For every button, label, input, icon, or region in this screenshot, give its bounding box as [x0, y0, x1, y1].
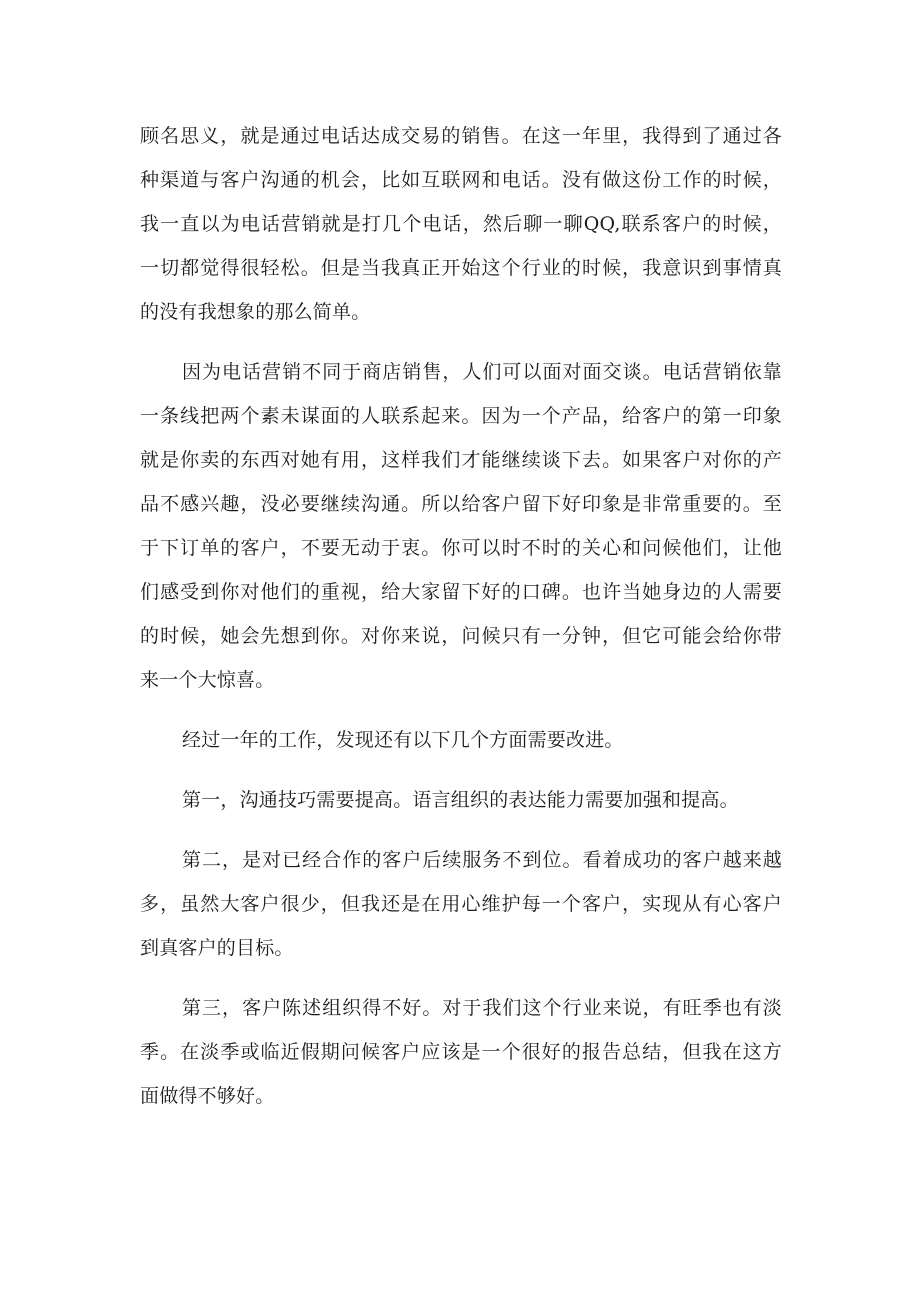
text-line: 第三，客户陈述组织得不好。对于我们这个行业来说，有旺季也有淡 [182, 997, 782, 1019]
text-line: 经过一年的工作，发现还有以下几个方面需要改进。 [182, 729, 624, 751]
text-line: 的没有我想象的那么简单。 [140, 301, 371, 323]
text-line: 面做得不够好。 [140, 1085, 275, 1107]
paragraph [140, 350, 782, 702]
text-line: 来一个大惊喜。 [140, 669, 275, 691]
text-line: 就是你卖的东西对她有用，这样我们才能继续谈下去。如果客户对你的产 [140, 449, 782, 471]
paragraph [140, 718, 782, 762]
text-line: 的时候，她会先想到你。对你来说，问候只有一分钟，但它可能会给你带 [140, 625, 782, 647]
text-line: 于下订单的客户，不要无动于衷。你可以时不时的关心和问候他们，让他 [140, 537, 782, 559]
paragraph [140, 778, 782, 822]
text-line: 多，虽然大客户很少，但我还是在用心维护每一个客户，实现从有心客户 [140, 893, 782, 915]
paragraph [140, 838, 782, 970]
text-line: 因为电话营销不同于商店销售，人们可以面对面交谈。电话营销依靠 [182, 361, 782, 383]
paragraph [140, 986, 782, 1118]
text-line: 到真客户的目标。 [140, 937, 294, 959]
text-line: 第一，沟通技巧需要提高。语言组织的表达能力需要加强和提高。 [182, 789, 739, 811]
paragraph [140, 114, 782, 334]
text-line: 一切都觉得很轻松。但是当我真正开始这个行业的时候，我意识到事情真 [140, 257, 782, 279]
text-line: 我一直以为电话营销就是打几个电话，然后聊一聊QQ,联系客户的时候， [140, 213, 782, 235]
text-line: 季。在淡季或临近假期问候客户应该是一个很好的报告总结，但我在这方 [140, 1041, 782, 1063]
document-body [140, 114, 782, 1118]
text-line: 一条线把两个素未谋面的人联系起来。因为一个产品，给客户的第一印象 [140, 405, 782, 427]
text-line: 品不感兴趣，没必要继续沟通。所以给客户留下好印象是非常重要的。至 [140, 493, 782, 515]
text-line: 种渠道与客户沟通的机会，比如互联网和电话。没有做这份工作的时候， [140, 169, 782, 191]
text-line: 们感受到你对他们的重视，给大家留下好的口碑。也许当她身边的人需要 [140, 581, 782, 603]
text-line: 第二，是对已经合作的客户后续服务不到位。看着成功的客户越来越 [182, 849, 782, 871]
text-line: 顾名思义，就是通过电话达成交易的销售。在这一年里，我得到了通过各 [140, 125, 782, 147]
